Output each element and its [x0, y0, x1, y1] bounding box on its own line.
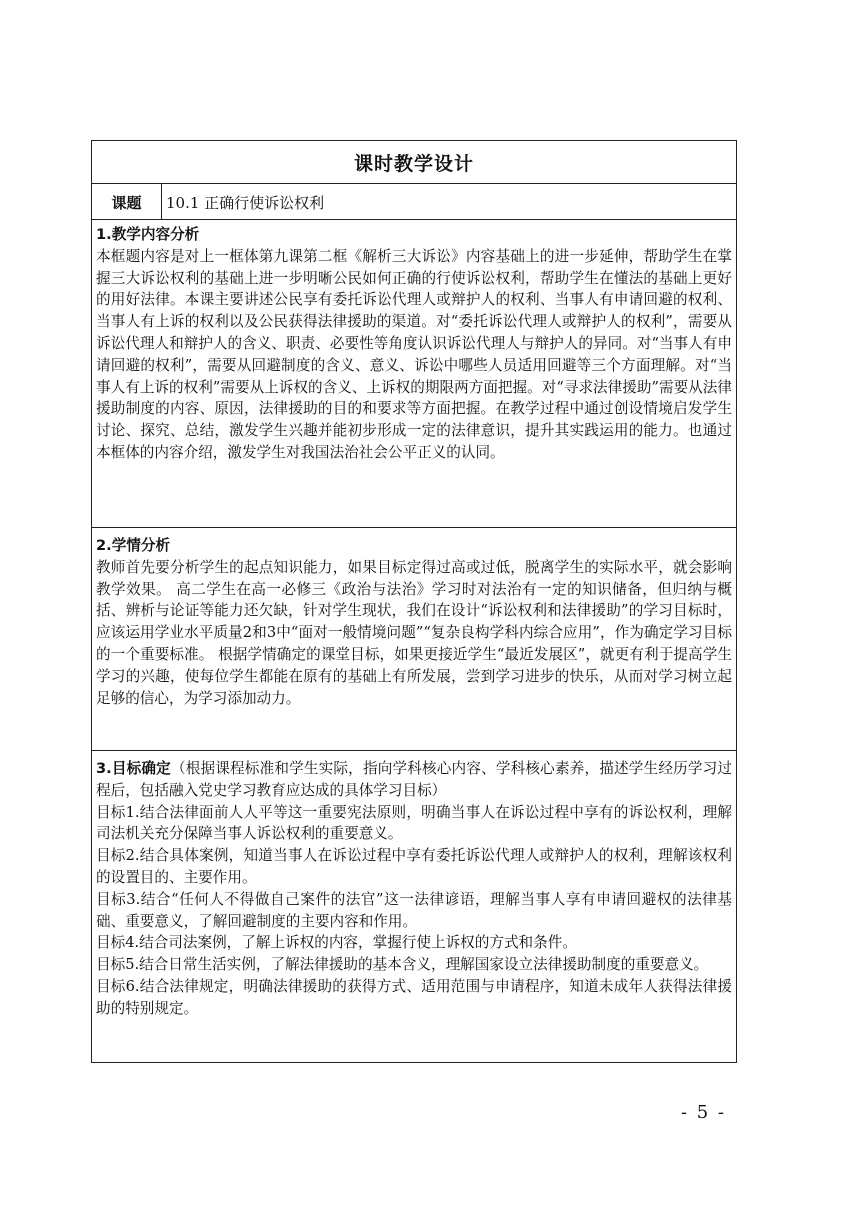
topic-row	[92, 184, 736, 220]
content-analysis-body: 本框题内容是对上一框体第九课第二框《解析三大诉讼》内容基础上的进一步延伸，帮助学生在掌握三大诉讼权利的基础上进一步明晰公民如何正确的行使诉讼权利，帮助学生在懂法的基础上更好的用好法律。本课主要讲述公民享有委托诉讼代理人或辩护人的权利、当事人有申请回避的权利、当事人有上诉的权利以及公民获得法律援助的渠道。对“委托诉讼代理人或辩护人的权利”，需要从诉讼代理人和辩护人的含义、职责、必要性等角度认识诉讼代理人与辩护人的异同。对“当事人有申请回避的权利”，需要从回避制度的含义、意义、诉讼中哪些人员适用回避等三个方面理解。对“当事人有上诉的权利”需要从上诉权的含义、上诉权的期限两方面把握。对“寻求法律援助”需要从法律援助制度的内容、原因，法律援助的目的和要求等方面把握。在教学过程中通过创设情境启发学生讨论、探究、总结，激发学生兴趣并能初步形成一定的法律意识，提升其实践运用的能力。也通过本框体的内容介绍，激发学生对我国法治社会公平正义的认同。	[96, 247, 732, 461]
topic-value: 10.1 正确行使诉讼权利	[166, 194, 325, 212]
lesson-design-table	[91, 140, 737, 1063]
table-title: 课时教学设计	[353, 152, 474, 175]
learner-analysis-section	[92, 528, 736, 751]
content-analysis-section	[92, 220, 736, 528]
objective-item: 目标5.结合日常生活实例，了解法律援助的基本含义，理解国家设立法律援助制度的重要意义。	[96, 956, 709, 974]
objective-item: 目标3.结合“任何人不得做自己案件的法官”这一法律谚语，理解当事人享有申请回避权的法律基础、重要意义，了解回避制度的主要内容和作用。	[96, 890, 732, 930]
objectives-intro-line	[96, 758, 732, 802]
table-title-row	[92, 141, 736, 184]
objective-item: 目标2.结合具体案例，知道当事人在诉讼过程中享有委托诉讼代理人或辩护人的权利，理解该权利的设置目的、主要作用。	[96, 847, 732, 886]
page-number: - 5 -	[680, 1102, 726, 1123]
learner-analysis-heading: 2.学情分析	[96, 537, 171, 554]
objective-item: 目标1.结合法律面前人人平等这一重要宪法原则，明确当事人在诉讼过程中享有的诉讼权利，理解司法机关充分保障当事人诉讼权利的重要意义。	[96, 803, 732, 843]
topic-label: 课题	[92, 184, 162, 219]
objectives-section	[92, 751, 736, 1062]
objectives-intro: （根据课程标准和学生实际，指向学科核心内容、学科核心素养，描述学生经历学习过程后，包括融入党史学习教育应达成的具体学习目标）	[96, 760, 732, 799]
objectives-heading: 3.目标确定	[96, 760, 171, 777]
content-analysis-heading: 1.教学内容分析	[96, 226, 200, 243]
objective-item: 目标4.结合司法案例，了解上诉权的内容，掌握行使上诉权的方式和条件。	[96, 934, 577, 952]
learner-analysis-body: 教师首先要分析学生的起点知识能力，如果目标定得过高或过低，脱离学生的实际水平，就会影响教学效果。 高二学生在高一必修三《政治与法治》学习时对法治有一定的知识储备，但归纳与概括、辨析与论证等能力还欠缺，针对学生现状，我们在设计“诉讼权利和法律援助”的学习目标时，应该运用学业水平质量2和3中“面对一般情境问题”“复杂良构学科内综合应用”，作为确定学习目标的一个重要标准。 根据学情确定的课堂目标，如果更接近学生“最近发展区”，就更有利于提高学生学习的兴趣，使每位学生都能在原有的基础上有所发展，尝到学习进步的快乐，从而对学习树立起足够的信心，为学习添加动力。	[96, 558, 732, 707]
objective-item: 目标6.结合法律规定，明确法律援助的获得方式、适用范围与申请程序，知道未成年人获得法律援助的特别规定。	[96, 977, 732, 1017]
